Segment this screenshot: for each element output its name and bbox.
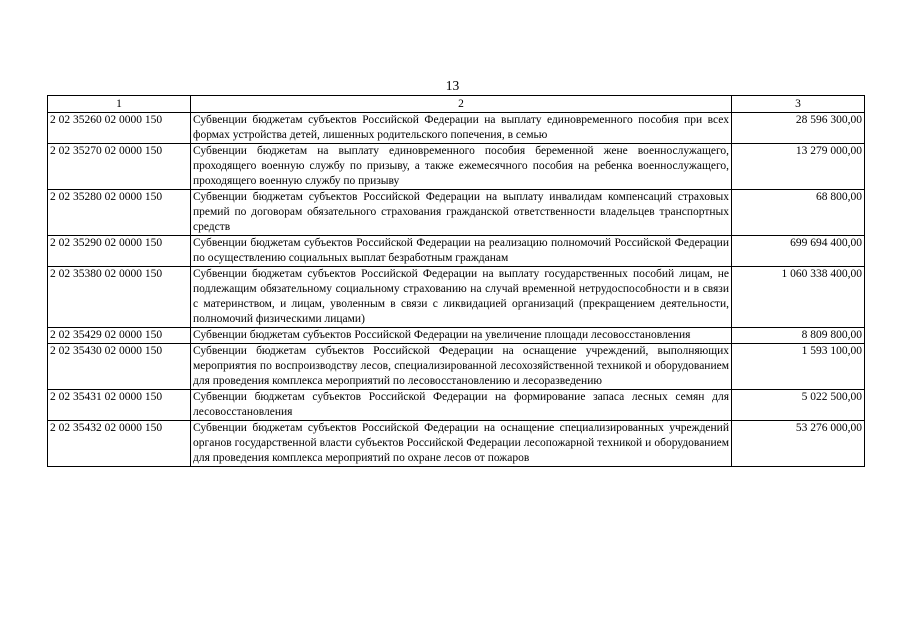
amount: 1 060 338 400,00 xyxy=(732,267,865,328)
amount: 28 596 300,00 xyxy=(732,113,865,144)
column-header-description: 2 xyxy=(191,96,732,113)
budget-code: 2 02 35290 02 0000 150 xyxy=(48,236,191,267)
subvention-description: Субвенции бюджетам субъектов Российской Федерации на формирование запаса лесных семян для лесовосстановления xyxy=(191,390,732,421)
table-header-row xyxy=(48,96,865,113)
budget-code: 2 02 35260 02 0000 150 xyxy=(48,113,191,144)
table-row xyxy=(48,236,865,267)
subvention-description: Субвенции бюджетам субъектов Российской Федерации на увеличение площади лесовосстановления xyxy=(191,328,732,344)
table-row xyxy=(48,113,865,144)
subvention-description: Субвенции бюджетам на выплату единовременного пособия беременной жене военнослужащего, проходящего военную службу по призыву, а также ежемесячного пособия на ребенка военнослужащего, проходящего военную службу по призыву xyxy=(191,144,732,190)
table-row xyxy=(48,344,865,390)
table-row xyxy=(48,144,865,190)
page-number: 13 xyxy=(445,78,460,93)
column-header-code: 1 xyxy=(48,96,191,113)
budget-code: 2 02 35431 02 0000 150 xyxy=(48,390,191,421)
table-row xyxy=(48,421,865,467)
budget-code: 2 02 35270 02 0000 150 xyxy=(48,144,191,190)
table-row xyxy=(48,328,865,344)
amount: 5 022 500,00 xyxy=(732,390,865,421)
table-row xyxy=(48,267,865,328)
subvention-description: Субвенции бюджетам субъектов Российской Федерации на оснащение учреждений, выполняющих мероприятия по воспроизводству лесов, специализированной лесохозяйственной техникой и оборудованием для проведения комплекса мероприятий по лесовосстановлению и лесоразведению xyxy=(191,344,732,390)
subvention-description: Субвенции бюджетам субъектов Российской Федерации на реализацию полномочий Российской Федерации по осуществлению социальных выплат безработным гражданам xyxy=(191,236,732,267)
budget-code: 2 02 35429 02 0000 150 xyxy=(48,328,191,344)
budget-code: 2 02 35280 02 0000 150 xyxy=(48,190,191,236)
column-header-amount: 3 xyxy=(732,96,865,113)
amount: 13 279 000,00 xyxy=(732,144,865,190)
table-row xyxy=(48,190,865,236)
subvention-description: Субвенции бюджетам субъектов Российской Федерации на выплату государственных пособий лицам, не подлежащим обязательному социальному страхованию на случай временной нетрудоспособности и в связи с материнством, и лицам, уволенным в связи с ликвидацией организаций (прекращением деятельности, полномочий физическими лицами) xyxy=(191,267,732,328)
table-row xyxy=(48,390,865,421)
amount: 53 276 000,00 xyxy=(732,421,865,467)
amount: 8 809 800,00 xyxy=(732,328,865,344)
subvention-description: Субвенции бюджетам субъектов Российской Федерации на выплату единовременного пособия при всех формах устройства детей, лишенных родительского попечения, в семью xyxy=(191,113,732,144)
budget-code: 2 02 35430 02 0000 150 xyxy=(48,344,191,390)
budget-code: 2 02 35380 02 0000 150 xyxy=(48,267,191,328)
budget-code: 2 02 35432 02 0000 150 xyxy=(48,421,191,467)
amount: 699 694 400,00 xyxy=(732,236,865,267)
amount: 68 800,00 xyxy=(732,190,865,236)
amount: 1 593 100,00 xyxy=(732,344,865,390)
budget-table xyxy=(47,95,865,467)
subvention-description: Субвенции бюджетам субъектов Российской Федерации на выплату инвалидам компенсаций страховых премий по договорам обязательного страхования гражданской ответственности владельцев транспортных средств xyxy=(191,190,732,236)
subvention-description: Субвенции бюджетам субъектов Российской Федерации на оснащение специализированных учреждений органов государственной власти субъектов Российской Федерации лесопожарной техникой и оборудованием для проведения комплекса мероприятий по охране лесов от пожаров xyxy=(191,421,732,467)
